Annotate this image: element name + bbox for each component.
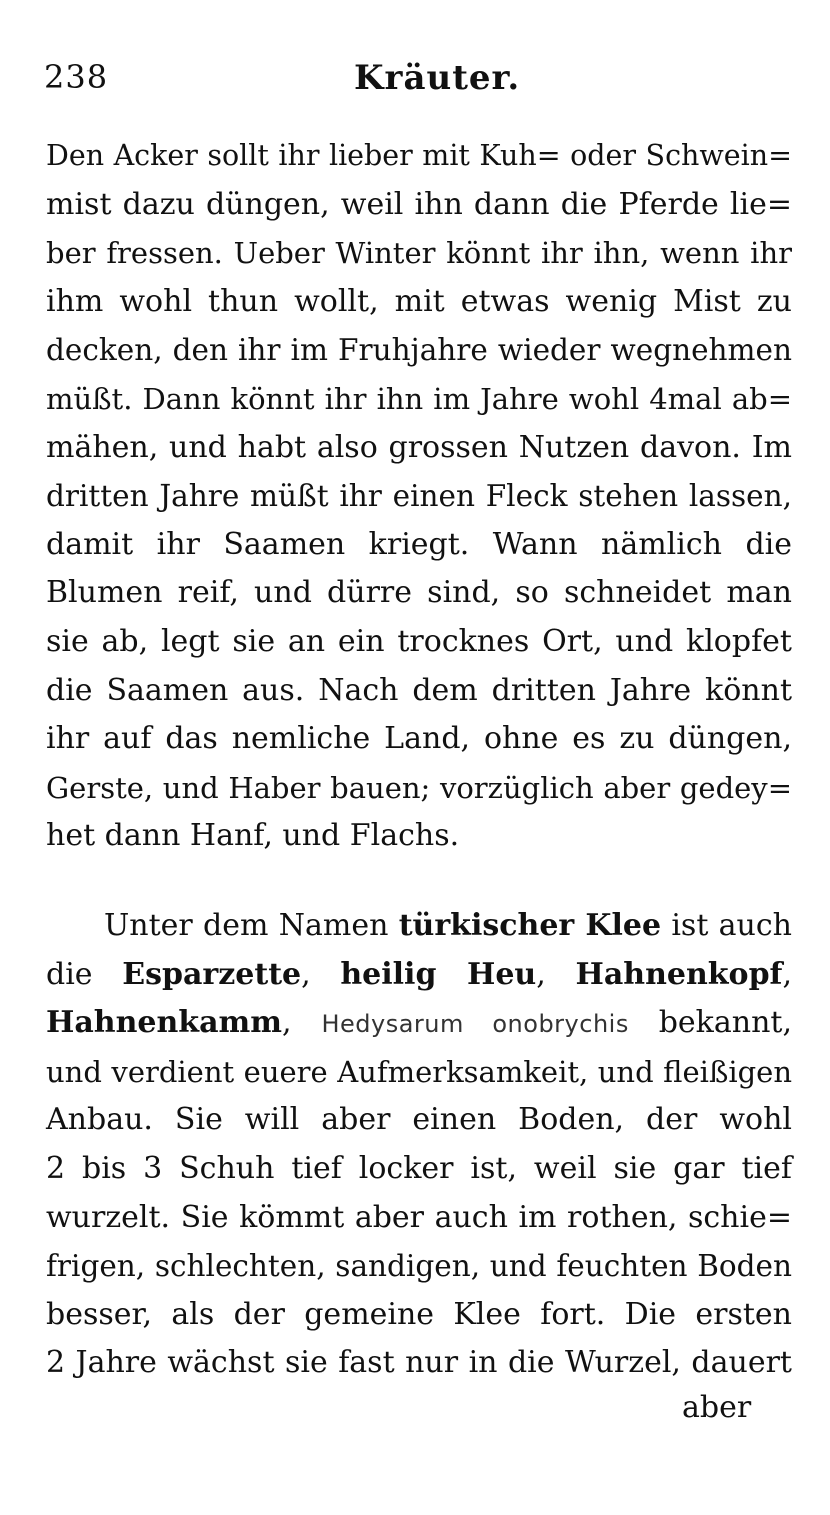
emphasized-term: türkischer Klee — [398, 908, 662, 943]
emphasized-term: Esparzette — [122, 956, 302, 992]
catchword: aber — [682, 1390, 752, 1425]
text-run: Unter dem Namen — [104, 908, 399, 943]
text-line: het dann Hanf, und Flachs. — [46, 818, 460, 854]
text-line: Den Acker sollt ihr lieber mit Kuh= oder Schwein= — [46, 139, 792, 172]
text-line: müßt. Dann könnt ihr ihn im Jahre wohl 4mal ab= — [46, 381, 792, 416]
text-run: , — [536, 956, 576, 992]
text-line: 2 Jahre wächst sie fast nur in die Wurzel, dauert — [46, 1345, 792, 1381]
text-line: Blumen reif, und dürre sind, so schneidet man — [46, 575, 792, 611]
paragraph-2 — [46, 902, 792, 1388]
text-line: mist dazu düngen, weil ihn dann die Pferde lie= — [46, 186, 792, 222]
text-line: ihr auf das nemliche Land, ohne es zu düngen, — [46, 721, 792, 757]
text-line — [46, 902, 792, 951]
text-line: sie ab, legt sie an ein trocknes Ort, und klopfet — [46, 623, 792, 659]
text-run: , — [782, 956, 792, 992]
text-line: Gerste, und Haber bauen; vorzüglich aber gedey= — [46, 770, 792, 805]
text-line: frigen, schlechten, sandigen, und feuchten Boden — [46, 1249, 792, 1284]
text-line: wurzelt. Sie kömmt aber auch im rothen, schie= — [46, 1199, 792, 1235]
text-line: ber fressen. Ueber Winter könnt ihr ihn, wenn ihr — [46, 236, 792, 271]
page-number: 238 — [44, 58, 109, 96]
text-line: die Saamen aus. Nach dem dritten Jahre könnt — [46, 672, 792, 708]
running-head: Kräuter. — [354, 58, 521, 98]
text-line: mähen, und habt also grossen Nutzen davon. Im — [46, 429, 792, 465]
text-line — [46, 951, 792, 1000]
emphasized-term: Hahnenkopf — [575, 956, 783, 992]
latin-botanical-name: Hedysarum onobrychis — [321, 1010, 629, 1039]
emphasized-term: Hahnenkamm — [46, 1005, 283, 1041]
emphasized-term: heilig Heu — [340, 956, 537, 992]
page-header — [44, 58, 804, 108]
text-line: und verdient euere Aufmerksamkeit, und fleißigen — [46, 1054, 792, 1089]
text-run: , — [282, 1005, 322, 1041]
text-line: Anbau. Sie will aber einen Boden, der wohl — [46, 1102, 792, 1138]
text-line: dritten Jahre müßt ihr einen Fleck stehen lassen, — [46, 479, 792, 514]
text-run: die — [46, 956, 123, 992]
text-run: , — [301, 956, 341, 992]
text-line: ihm wohl thun wollt, mit etwas wenig Mist zu — [46, 283, 792, 319]
text-line: damit ihr Saamen kriegt. Wann nämlich die — [46, 526, 792, 562]
text-line: decken, den ihr im Fruhjahre wieder wegnehmen — [46, 333, 792, 368]
paragraph-1 — [46, 132, 792, 861]
text-line: besser, als der gemeine Klee fort. Die ersten — [46, 1296, 792, 1332]
text-line — [46, 999, 792, 1048]
text-run: bekannt, — [628, 1005, 792, 1041]
text-line: 2 bis 3 Schuh tief locker ist, weil sie gar tief — [46, 1150, 792, 1186]
text-run: ist auch — [661, 908, 792, 943]
